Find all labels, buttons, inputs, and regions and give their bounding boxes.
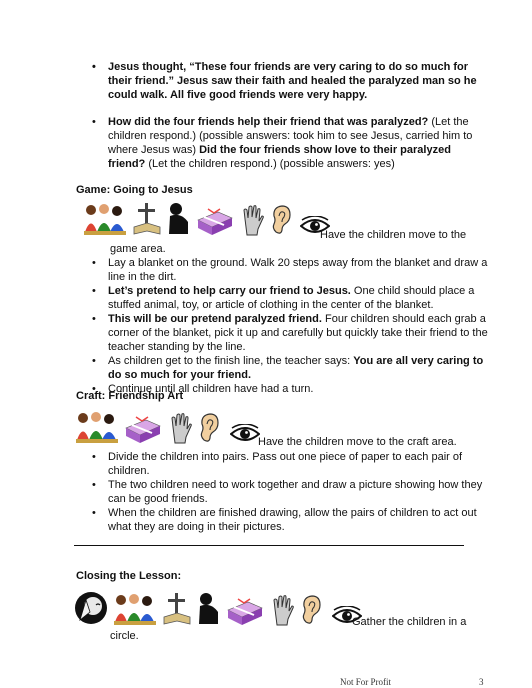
top-bullet-list <box>88 60 488 171</box>
bullet-text: When the children are finished drawing, allow the pairs of children to act out what they are doing in their pictures. <box>108 507 477 533</box>
bullet-bold-text: Jesus thought, “These four friends are very caring to do so much for their friend.” Jesus saw their faith and healed the paralyzed man so he could walk. All five good friends were very happy. <box>108 61 477 101</box>
bullet-text: Four children should each grab a corner of the blanket, pick it up and carefully but quickly take their friend to the teacher standing by the line. <box>108 313 488 353</box>
bullet-text: Divide the children into pairs. Pass out one piece of paper to each pair of children. <box>108 451 463 477</box>
bullet-text: (Let the children respond.) (possible answers: took him to see Jesus, carried him to where Jesus was) <box>108 116 473 156</box>
list-item <box>88 312 493 354</box>
children-group-icon <box>112 592 158 626</box>
bullet-bold-text: You are all very caring to do so much for your friend. <box>108 355 484 381</box>
activity-icon-row <box>82 202 330 236</box>
hand-icon <box>270 594 296 626</box>
activity-icon-row <box>74 590 362 626</box>
bible-cross-icon <box>162 592 192 626</box>
hand-icon <box>240 204 266 236</box>
ear-icon <box>198 412 220 444</box>
gift-box-icon <box>124 416 164 444</box>
eye-icon <box>230 424 260 444</box>
prayer-face-icon <box>74 590 108 626</box>
bullet-bold-text: Let’s pretend to help carry our friend to Jesus. <box>108 285 351 297</box>
list-item <box>88 115 488 171</box>
bullet-bold-text: This will be our pretend paralyzed friend. <box>108 313 322 325</box>
ear-icon <box>270 204 292 236</box>
praying-child-icon <box>196 592 222 626</box>
list-item <box>88 284 493 312</box>
closing-intro-text-cont: circle. <box>110 630 139 642</box>
closing-intro-text: Gather the children in a <box>352 616 467 628</box>
game-bullet-list <box>88 256 493 396</box>
bullet-text: As children get to the finish line, the teacher says: <box>108 355 354 367</box>
bible-cross-icon <box>132 202 162 236</box>
gift-box-icon <box>226 598 266 626</box>
section-heading-closing: Closing the Lesson: <box>76 570 182 582</box>
bullet-text: (Let the children respond.) (possible answers: yes) <box>145 158 395 170</box>
gift-box-icon <box>196 208 236 236</box>
list-item <box>88 478 493 506</box>
children-group-icon <box>82 202 128 236</box>
footer-text: Not For Profit <box>340 677 392 687</box>
craft-bullet-list <box>88 450 493 534</box>
section-divider <box>74 545 464 546</box>
activity-icon-row <box>74 410 260 444</box>
section-heading-craft: Craft: Friendship Art <box>76 390 184 402</box>
list-item <box>88 60 488 102</box>
praying-child-icon <box>166 202 192 236</box>
game-intro-text: Have the children move to the <box>320 229 467 241</box>
bullet-bold-text: How did the four friends help their friend that was paralyzed? <box>108 116 429 128</box>
list-item <box>88 450 493 478</box>
bullet-text: Lay a blanket on the ground. Walk 20 steps away from the blanket and draw a line in the dirt. <box>108 257 488 283</box>
craft-intro-text: Have the children move to the craft area. <box>258 436 457 448</box>
bullet-bold-text: Did the four friends show love to their paralyzed friend? <box>108 144 451 170</box>
bullet-text: One child should place a stuffed animal, toy, or article of clothing in the center of the blanket. <box>108 285 475 311</box>
list-item <box>88 256 493 284</box>
list-item <box>88 506 493 534</box>
children-group-icon <box>74 410 120 444</box>
list-item <box>88 354 493 382</box>
hand-icon <box>168 412 194 444</box>
section-heading-game: Game: Going to Jesus <box>76 184 193 196</box>
game-intro-text-cont: game area. <box>110 243 166 255</box>
ear-icon <box>300 594 322 626</box>
bullet-text: Continue until all children have had a turn. <box>108 383 314 395</box>
bullet-text: The two children need to work together and draw a picture showing how they can be good friends. <box>108 479 483 505</box>
page-number: 3 <box>479 677 484 687</box>
